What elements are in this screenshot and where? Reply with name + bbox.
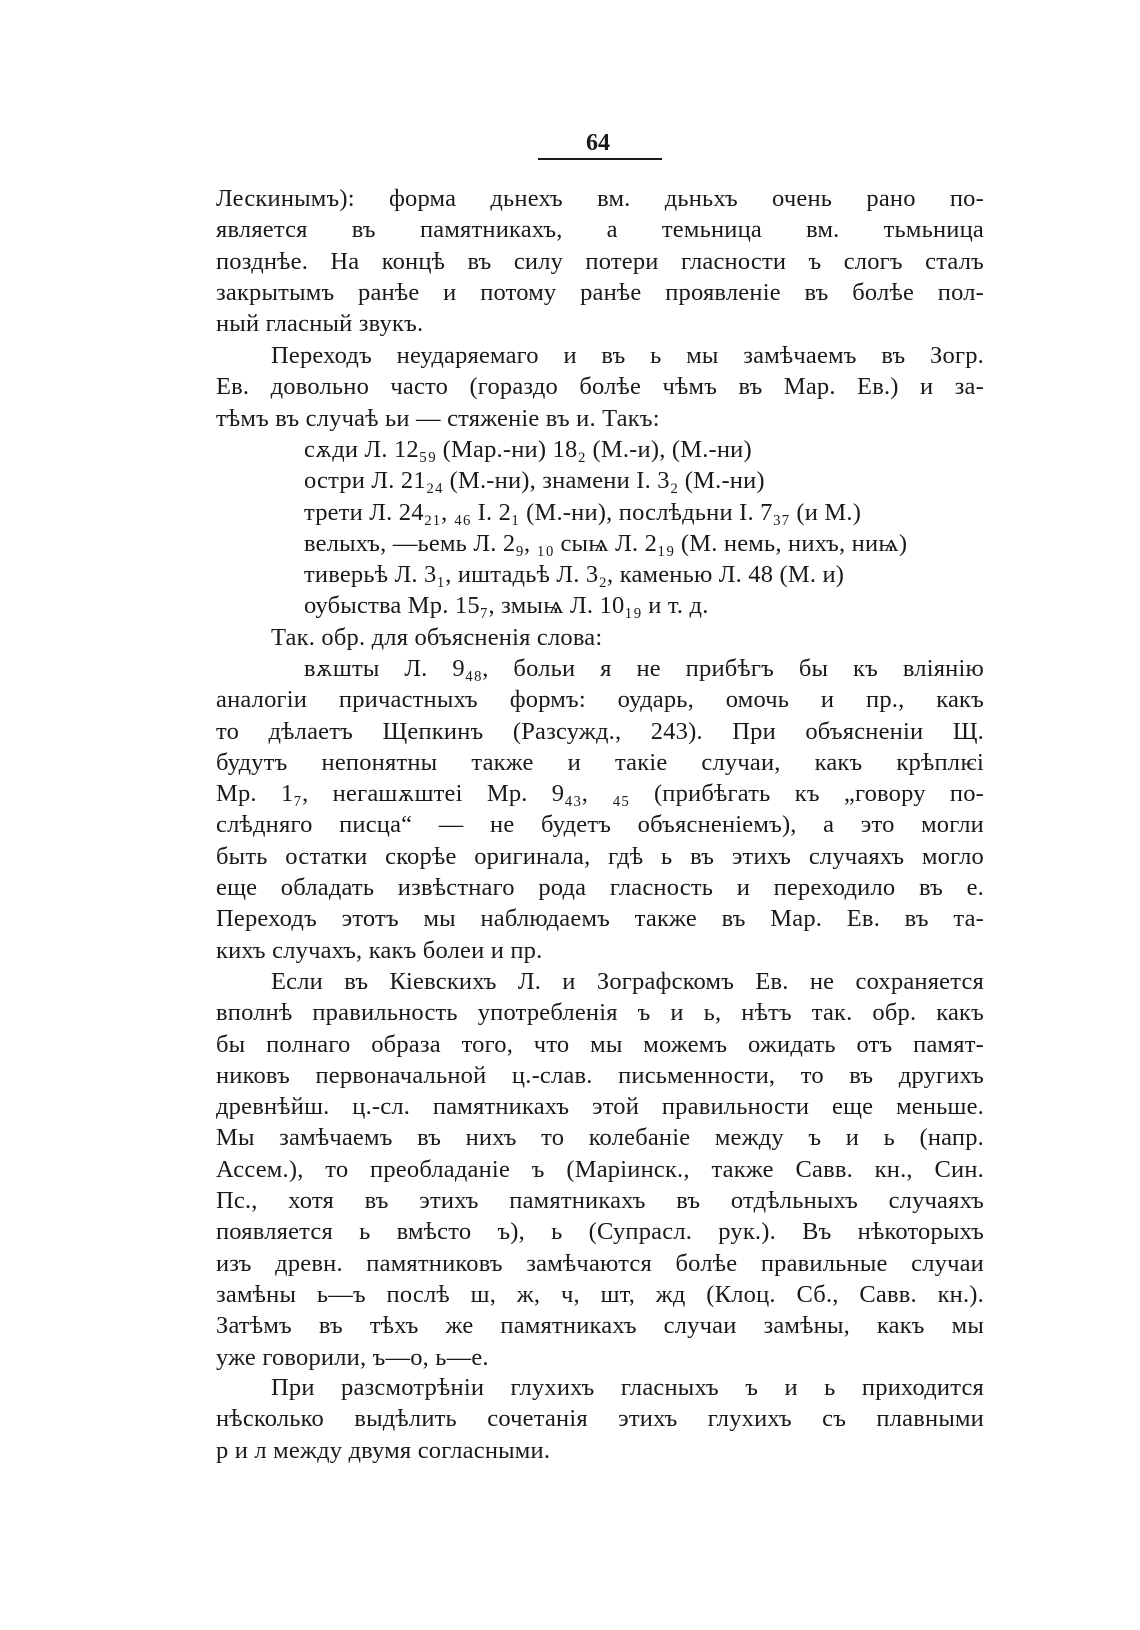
- text-line: позднѣе. На концѣ въ силу потери гласности ъ слогъ сталъ: [216, 247, 984, 275]
- text-line: Мы замѣчаемъ въ нихъ то колебаніе между ъ и ь (напр.: [216, 1124, 984, 1152]
- paragraph-kiev-zograph: [216, 966, 984, 1373]
- example-line: остри Л. 21₂₄ (М.-ни), знамени І. 3₂ (М.-ни): [304, 467, 765, 495]
- text-line: аналогіи причастныхъ формъ: оударь, омочь и пр., какъ: [216, 686, 984, 714]
- text-line: вполнѣ правильность употребленія ъ и ь, нѣтъ так. обр. какъ: [216, 999, 984, 1027]
- text-line: Затѣмъ въ тѣхъ же памятникахъ случаи замѣны, какъ мы: [216, 1312, 984, 1340]
- paragraph-continuation: [216, 183, 984, 339]
- text-line: Переходъ этотъ мы наблюдаемъ также въ Мар. Ев. въ та-: [216, 905, 984, 933]
- text-line: появляется ь вмѣсто ъ), ь (Супрасл. рук.). Въ нѣкоторыхъ: [216, 1218, 984, 1246]
- text-line: изъ древн. памятниковъ замѣчаются болѣе правильные случаи: [216, 1249, 984, 1277]
- paragraph-deaf-vowels: [216, 1372, 984, 1466]
- text-line: уже говорили, ъ—о, ь—е.: [216, 1343, 489, 1371]
- text-line: тѣмъ въ случаѣ ьи — стяженіе въ и. Такъ:: [216, 404, 660, 432]
- text-line: бы полнаго образа того, что мы можемъ ожидать отъ памят-: [216, 1030, 984, 1058]
- examples-block: [216, 434, 984, 622]
- example-line: сѫди Л. 12₅₉ (Мар.-ни) 18₂ (М.-и), (М.-ни): [304, 436, 752, 463]
- text-line: При разсмотрѣніи глухихъ гласныхъ ъ и ь приходится: [271, 1374, 984, 1401]
- text-line: нѣсколько выдѣлить сочетанія этихъ глухихъ съ плавными: [216, 1405, 984, 1433]
- text-line: р и л между двумя согласными.: [216, 1436, 551, 1464]
- paragraph-transition: [216, 340, 984, 434]
- text-line: Ев. довольно часто (гораздо болѣе чѣмъ въ Мар. Ев.) и за-: [216, 373, 984, 401]
- page-number: 64: [586, 130, 610, 156]
- page-number-rule: [538, 158, 662, 160]
- text-line: еще обладать извѣстнаго рода гласность и переходило въ е.: [216, 874, 984, 902]
- text-line: кихъ случахъ, какъ болеи и пр.: [216, 936, 543, 964]
- text-line: то дѣлаетъ Щепкинъ (Разсужд., 243). При объясненіи Щ.: [216, 717, 984, 745]
- text-line: ный гласный звукъ.: [216, 310, 424, 338]
- text-line: быть остатки скорѣе оригинала, гдѣ ь въ этихъ случаяхъ могло: [216, 842, 984, 870]
- text-line: древнѣйш. ц.-сл. памятникахъ этой правильности еще меньше.: [216, 1093, 984, 1121]
- paragraph-explanation-intro: [216, 622, 984, 653]
- text-line: никовъ первоначальной ц.-слав. письменности, то въ другихъ: [216, 1061, 984, 1089]
- text-line: Мр. 1₇, негашѫштеі Мр. 9₄₃, ₄₅ (прибѣгать къ „говору по-: [216, 780, 984, 808]
- text-line: Если въ Кіевскихъ Л. и Зографскомъ Ев. не сохраняется: [271, 968, 984, 995]
- text-line: Так. обр. для объясненія слова:: [271, 624, 603, 651]
- text-line: будутъ непонятны также и такіе случаи, какъ крѣплѥі: [216, 748, 984, 776]
- text-line: Переходъ неударяемаго и въ ь мы замѣчаемъ въ Зогр.: [271, 342, 984, 369]
- example-line: трети Л. 24₂₁, ₄₆ І. 2₁ (М.-ни), послѣдьни І. 7₃₇ (и М.): [304, 498, 862, 526]
- text-line: является въ памятникахъ, а темьница вм. тьмьница: [216, 216, 984, 244]
- text-line: закрытымъ ранѣе и потому ранѣе проявленіе въ болѣе пол-: [216, 278, 984, 306]
- text-line: замѣны ь—ъ послѣ ш, ж, ч, шт, жд (Клоц. Сб., Савв. кн.).: [216, 1280, 984, 1308]
- text-line: Пс., хотя въ этихъ памятникахъ въ отдѣльныхъ случаяхъ: [216, 1187, 984, 1215]
- text-line: Лескинымъ): форма дьнехъ вм. дьньхъ очень рано по-: [216, 185, 984, 212]
- example-line: оубыства Мр. 15₇, змыѩ Л. 10₁₉ и т. д.: [304, 592, 709, 620]
- paragraph-explanation: [216, 653, 984, 966]
- example-line: тиверьѣ Л. 3₁, иштадьѣ Л. 3₂, каменью Л. 48 (М. и): [304, 561, 845, 589]
- text-line: вѫшты Л. 9₄₈, больи я не прибѣгъ бы къ вліянію: [304, 655, 984, 682]
- text-line: Ассем.), то преобладаніе ъ (Маріинск., также Савв. кн., Син.: [216, 1155, 984, 1183]
- text-line: слѣдняго писца“ — не будетъ объясненіемъ), а это могли: [216, 811, 984, 839]
- example-line: велыхъ, —ьемь Л. 2₉, ₁₀ сыѩ Л. 2₁₉ (М. немь, нихъ, ниѩ): [304, 529, 908, 557]
